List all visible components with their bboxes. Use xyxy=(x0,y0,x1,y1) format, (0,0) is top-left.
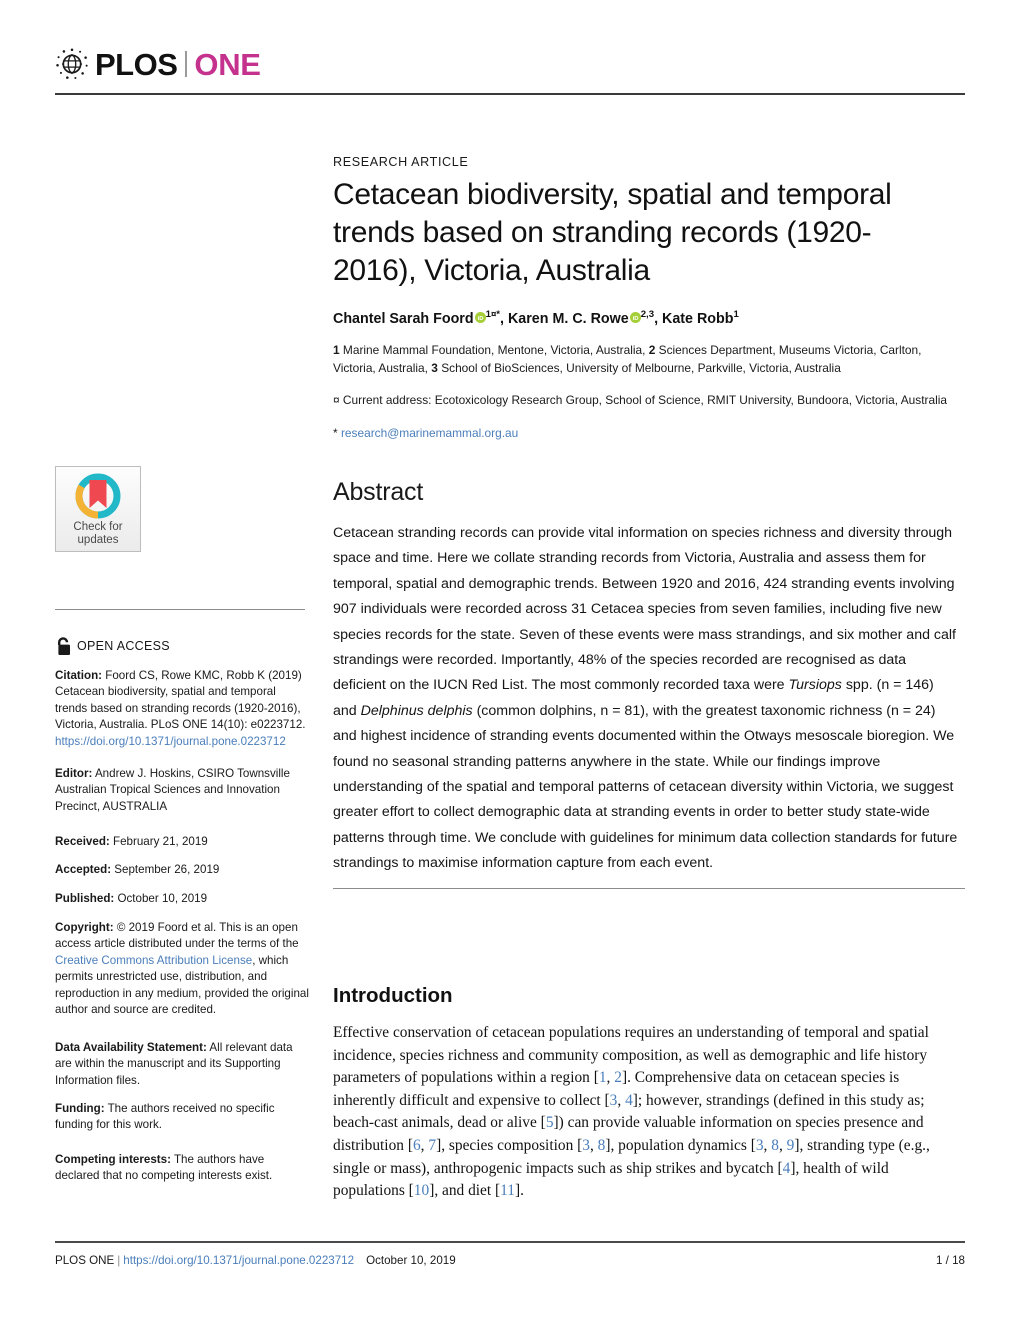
published-label: Published: xyxy=(55,892,115,905)
funding-text: The authors received no specific funding for this work. xyxy=(55,1102,275,1132)
logo-text-one: ONE xyxy=(194,46,261,82)
abstract-text-part-2: spp. (n = 146) and xyxy=(333,677,934,719)
competing-interests-text: The authors have declared that no competing interests exist. xyxy=(55,1153,273,1183)
footer-page-number: 1 / 18 xyxy=(935,1254,965,1267)
affil-3-number: 3 xyxy=(431,360,438,375)
corresponding-email-link[interactable]: research@marinemammal.org.au xyxy=(340,426,519,440)
footer-rule xyxy=(55,1241,965,1243)
author-separator-2: , xyxy=(654,310,663,327)
footer-left xyxy=(55,1254,456,1267)
affil-2-number: 2 xyxy=(648,343,656,357)
plos-globe-icon xyxy=(55,47,89,81)
abstract-introduction-rule xyxy=(333,888,965,889)
author-1-corresponding-star: * xyxy=(496,309,501,320)
check-for-updates-badge[interactable] xyxy=(55,466,141,552)
reference-link-1[interactable]: 1 xyxy=(598,1069,607,1087)
cfu-line-2: updates xyxy=(77,533,119,546)
published-date: October 10, 2019 xyxy=(114,892,208,905)
intro-text-7: , xyxy=(420,1136,429,1154)
intro-text-2: , xyxy=(606,1069,615,1087)
competing-interests-label: Competing interests: xyxy=(55,1153,171,1166)
accepted-block xyxy=(55,862,311,878)
reference-link-13[interactable]: 4 xyxy=(782,1159,791,1177)
orcid-icon[interactable] xyxy=(475,312,486,323)
intro-text-10: ], population dynamics [ xyxy=(605,1136,756,1154)
reference-link-2[interactable]: 2 xyxy=(614,1069,622,1087)
open-lock-icon xyxy=(55,636,71,656)
current-address: ¤ Current address: Ecotoxicology Research Group, School of Science, RMIT University, Bundoora, Victoria, Australia xyxy=(333,393,947,407)
cc-license-link[interactable]: Creative Commons Attribution License xyxy=(55,953,253,967)
reference-link-7[interactable]: 7 xyxy=(428,1136,437,1154)
received-block xyxy=(55,834,311,850)
affil-2-text: Sciences Department, Museums Victoria, Carlton, Victoria, Australia, xyxy=(333,343,922,375)
svg-text:iD: iD xyxy=(632,315,639,322)
article-type-kicker: RESEARCH ARTICLE xyxy=(333,155,469,169)
abstract-body xyxy=(333,521,958,877)
citation-text: Foord CS, Rowe KMC, Robb K (2019) Cetacean biodiversity, spatial and temporal trends based on stranding records (1920-2016), Victoria, Australia. PLoS ONE 14(10): e0223712. xyxy=(55,669,306,732)
intro-text-8: ], species composition [ xyxy=(436,1136,583,1154)
intro-text-9: , xyxy=(589,1136,598,1154)
copyright-label: Copyright: xyxy=(55,921,114,934)
check-for-updates-label xyxy=(73,521,122,546)
intro-text-13: ], stranding type (e.g., single or mass), anthropogenic impacts such as ship strikes and bycatch [ xyxy=(333,1136,930,1177)
open-access-label: OPEN ACCESS xyxy=(77,639,170,653)
svg-text:iD: iD xyxy=(477,315,484,322)
affil-1-number: 1 xyxy=(333,343,340,357)
data-availability-text: All relevant data are within the manuscript and its Supporting Information files. xyxy=(55,1041,293,1087)
affil-1-text: Marine Mammal Foundation, Mentone, Victoria, Australia, xyxy=(339,343,649,357)
author-1-affil-sup: 1¤ xyxy=(485,309,497,320)
introduction-heading: Introduction xyxy=(333,984,453,1007)
intro-text-16: ]. xyxy=(514,1182,524,1200)
affil-3-text: School of BioSciences, University of Melbourne, Parkville, Victoria, Australia xyxy=(437,360,841,375)
cfu-line-1: Check for xyxy=(73,521,123,533)
abstract-taxon-delphinus: Delphinus delphis xyxy=(360,702,473,719)
author-2-affil-sup: 2,3 xyxy=(640,309,655,320)
abstract-text-part-1: Cetacean stranding records can provide vital information on species richness and diversity through space and time. Here we collate stranding records from Victoria, Australia and assess them for temporal, spatial and demographic trends. Between 1920 and 2016, 424 stranding events involving 907 individuals were recorded across 31 Cetacea species from seven families, including five new species records for the state. Seven of these events were mass strandings, and six mother and calf strandings were recorded. Importantly, 48% of the species recorded are recognised as data deficient on the IUCN Red List. The most commonly recorded taxa were xyxy=(333,525,956,694)
competing-interests-block xyxy=(55,1152,311,1185)
footer-journal-name: PLOS ONE xyxy=(55,1254,115,1267)
reference-link-15[interactable]: 11 xyxy=(500,1182,515,1200)
intro-text-1: Effective conservation of cetacean populations requires an understanding of temporal and spatial incidence, species richness and community composition, as well as demographic and life history parameters of populations within a region [ xyxy=(333,1024,929,1087)
abstract-text-part-3: (common dolphins, n = 81), with the greatest taxonomic richness (n = 24) and highest incidence of stranding events documented within the Otways mesoscale bioregion. We found no seasonal stranding patterns anywhere in the state. While our findings improve understanding of the spatial and temporal patterns of cetacean diversity within Victoria, we suggest greater effort to collect demographic data at stranding events in order to better study state-wide patterns through time. We conclude with guidelines for minimum data collection standards for future strandings to maximise information capture from each event. xyxy=(333,702,958,872)
copyright-block xyxy=(55,920,311,1018)
reference-link-10[interactable]: 3 xyxy=(755,1136,764,1154)
logo-divider xyxy=(185,51,187,77)
reference-link-3[interactable]: 3 xyxy=(609,1091,618,1109)
data-availability-block xyxy=(55,1040,311,1089)
corresponding-marker: * xyxy=(333,426,338,440)
author-3-affil-sup: 1 xyxy=(733,309,739,320)
footer-date: October 10, 2019 xyxy=(366,1254,456,1267)
corresponding-author-line xyxy=(333,426,518,440)
orcid-icon[interactable] xyxy=(630,312,641,323)
crossmark-badge-wrap[interactable] xyxy=(55,466,311,552)
intro-text-6: ]) can provide valuable information on species presence and distribution [ xyxy=(333,1114,924,1154)
reference-link-8[interactable]: 3 xyxy=(582,1136,590,1154)
affiliations xyxy=(333,342,947,377)
editor-text: Andrew J. Hoskins, CSIRO Townsville Australian Tropical Sciences and Innovation Precinct, AUSTRALIA xyxy=(55,767,290,813)
introduction-body xyxy=(333,1022,958,1203)
sidebar-rule xyxy=(55,609,305,610)
reference-link-11[interactable]: 8 xyxy=(771,1136,779,1154)
page-title: Cetacean biodiversity, spatial and temporal trends based on stranding records (1920-2016), Victoria, Australia xyxy=(333,178,892,287)
reference-link-14[interactable]: 10 xyxy=(413,1182,430,1200)
reference-link-4[interactable]: 4 xyxy=(625,1091,633,1109)
received-label: Received: xyxy=(55,835,110,848)
abstract-taxon-tursiops: Tursiops xyxy=(788,677,842,694)
footer-divider: | xyxy=(117,1254,121,1267)
editor-block xyxy=(55,766,311,815)
logo-text-plos: PLOS xyxy=(95,46,178,82)
editor-label: Editor: xyxy=(55,767,93,780)
open-access-badge[interactable] xyxy=(55,636,170,656)
author-separator-1: , xyxy=(500,310,508,327)
author-2-name: Karen M. C. Rowe xyxy=(507,310,629,327)
reference-link-5[interactable]: 5 xyxy=(545,1114,554,1132)
author-3-name: Kate Robb xyxy=(662,310,734,327)
published-block xyxy=(55,891,311,907)
reference-link-6[interactable]: 6 xyxy=(412,1136,421,1154)
author-list xyxy=(333,305,965,329)
copyright-text-b: , which permits unrestricted use, distribution, and reproduction in any medium, provided the original author and source are credited. xyxy=(55,953,309,1017)
intro-text-4: , xyxy=(617,1091,626,1109)
intro-text-15: ], and diet [ xyxy=(429,1182,501,1200)
funding-label: Funding: xyxy=(55,1102,105,1115)
intro-text-12: , xyxy=(778,1136,787,1154)
abstract-heading: Abstract xyxy=(333,478,424,506)
accepted-date: September 26, 2019 xyxy=(111,863,220,876)
header-rule xyxy=(55,93,965,95)
reference-link-12[interactable]: 9 xyxy=(786,1136,795,1154)
plos-one-logo[interactable] xyxy=(55,44,261,84)
citation-doi-link[interactable]: https://doi.org/10.1371/journal.pone.0223712 xyxy=(55,734,286,748)
funding-block xyxy=(55,1101,311,1134)
citation-label: Citation: xyxy=(55,669,103,682)
intro-text-5: ]; however, strandings (defined in this study as; beach-cast animals, dead or alive [ xyxy=(333,1091,925,1132)
received-date: February 21, 2019 xyxy=(109,835,208,848)
copyright-text-a: © 2019 Foord et al. This is an open access article distributed under the terms of the xyxy=(55,921,299,951)
crossmark-icon xyxy=(71,472,125,520)
intro-text-14: ], health of wild populations [ xyxy=(333,1159,889,1200)
author-1-name: Chantel Sarah Foord xyxy=(333,310,474,327)
citation-block xyxy=(55,668,311,750)
reference-link-9[interactable]: 8 xyxy=(597,1136,606,1154)
intro-text-3: ]. Comprehensive data on cetacean species is inherently difficult and expensive to collect [ xyxy=(333,1069,900,1109)
footer-doi-link[interactable]: https://doi.org/10.1371/journal.pone.0223712 xyxy=(123,1254,355,1267)
intro-text-11: , xyxy=(763,1136,772,1154)
data-availability-label: Data Availability Statement: xyxy=(55,1041,207,1054)
accepted-label: Accepted: xyxy=(55,863,112,876)
